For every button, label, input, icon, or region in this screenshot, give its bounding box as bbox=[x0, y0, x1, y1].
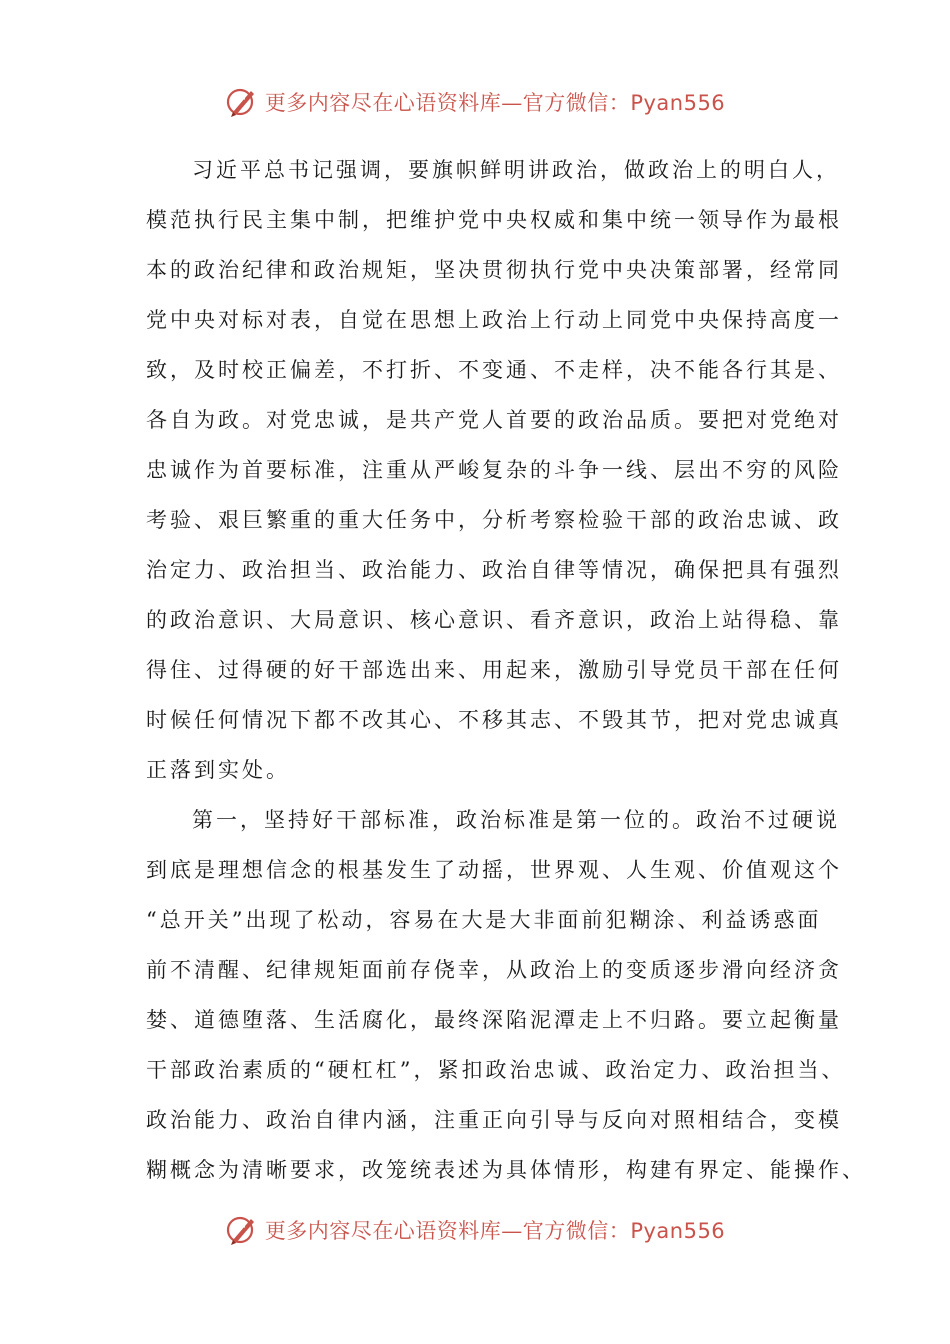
text-line: 糊概念为清晰要求，改笼统表述为具体情形，构建有界定、能操作、 bbox=[146, 1158, 866, 1182]
text-line: 党中央对标对表，自觉在思想上政治上行动上同党中央保持高度一 bbox=[146, 308, 842, 332]
text-line: 考验、艰巨繁重的重大任务中，分析考察检验干部的政治忠诚、政 bbox=[146, 508, 842, 532]
text-line: 模范执行民主集中制，把维护党中央权威和集中统一领导作为最根 bbox=[146, 208, 842, 232]
watermark-handle: Pyan556 bbox=[630, 91, 726, 115]
pen-in-circle-icon bbox=[225, 85, 259, 119]
watermark-label: 更多内容尽在心语资料库—官方微信： bbox=[264, 1219, 631, 1243]
text-line: 政治能力、政治自律内涵，注重正向引导与反向对照相结合，变模 bbox=[146, 1108, 842, 1132]
text-line: 正落到实处。 bbox=[146, 758, 290, 782]
watermark-handle: Pyan556 bbox=[630, 1219, 726, 1243]
text-line: 到底是理想信念的根基发生了动摇，世界观、人生观、价值观这个 bbox=[146, 858, 842, 882]
paragraph-2 bbox=[146, 795, 866, 1195]
text-line: 时候任何情况下都不改其心、不移其志、不毁其节，把对党忠诚真 bbox=[146, 708, 842, 732]
document-body bbox=[146, 145, 866, 1195]
watermark-text bbox=[265, 1215, 725, 1245]
text-line: 忠诚作为首要标准，注重从严峻复杂的斗争一线、层出不穷的风险 bbox=[146, 458, 842, 482]
text-line: 本的政治纪律和政治规矩，坚决贯彻执行党中央决策部署，经常同 bbox=[146, 258, 842, 282]
text-line: 前不清醒、纪律规矩面前存侥幸，从政治上的变质逐步滑向经济贪 bbox=[146, 958, 842, 982]
watermark-label: 更多内容尽在心语资料库—官方微信： bbox=[264, 91, 631, 115]
text-line: 习近平总书记强调，要旗帜鲜明讲政治，做政治上的明白人， bbox=[192, 158, 840, 182]
pen-in-circle-icon bbox=[225, 1213, 259, 1247]
text-line: 治定力、政治担当、政治能力、政治自律等情况，确保把具有强烈 bbox=[146, 558, 842, 582]
watermark-banner-top bbox=[0, 82, 950, 122]
text-line: 得住、过得硬的好干部选出来、用起来，激励引导党员干部在任何 bbox=[146, 658, 842, 682]
text-line: “总开关”出现了松动，容易在大是大非面前犯糊涂、利益诱惑面 bbox=[146, 908, 822, 932]
text-line: 干部政治素质的“硬杠杠”，紧扣政治忠诚、政治定力、政治担当、 bbox=[146, 1058, 846, 1082]
paragraph-1 bbox=[146, 145, 842, 795]
text-line: 的政治意识、大局意识、核心意识、看齐意识，政治上站得稳、靠 bbox=[146, 608, 842, 632]
text-line: 致，及时校正偏差，不打折、不变通、不走样，决不能各行其是、 bbox=[146, 358, 842, 382]
watermark-banner-bottom bbox=[0, 1210, 950, 1250]
text-line: 各自为政。对党忠诚，是共产党人首要的政治品质。要把对党绝对 bbox=[146, 408, 842, 432]
text-line: 第一，坚持好干部标准，政治标准是第一位的。政治不过硬说 bbox=[192, 808, 840, 832]
text-line: 婪、道德堕落、生活腐化，最终深陷泥潭走上不归路。要立起衡量 bbox=[146, 1008, 842, 1032]
watermark-text bbox=[265, 87, 725, 117]
